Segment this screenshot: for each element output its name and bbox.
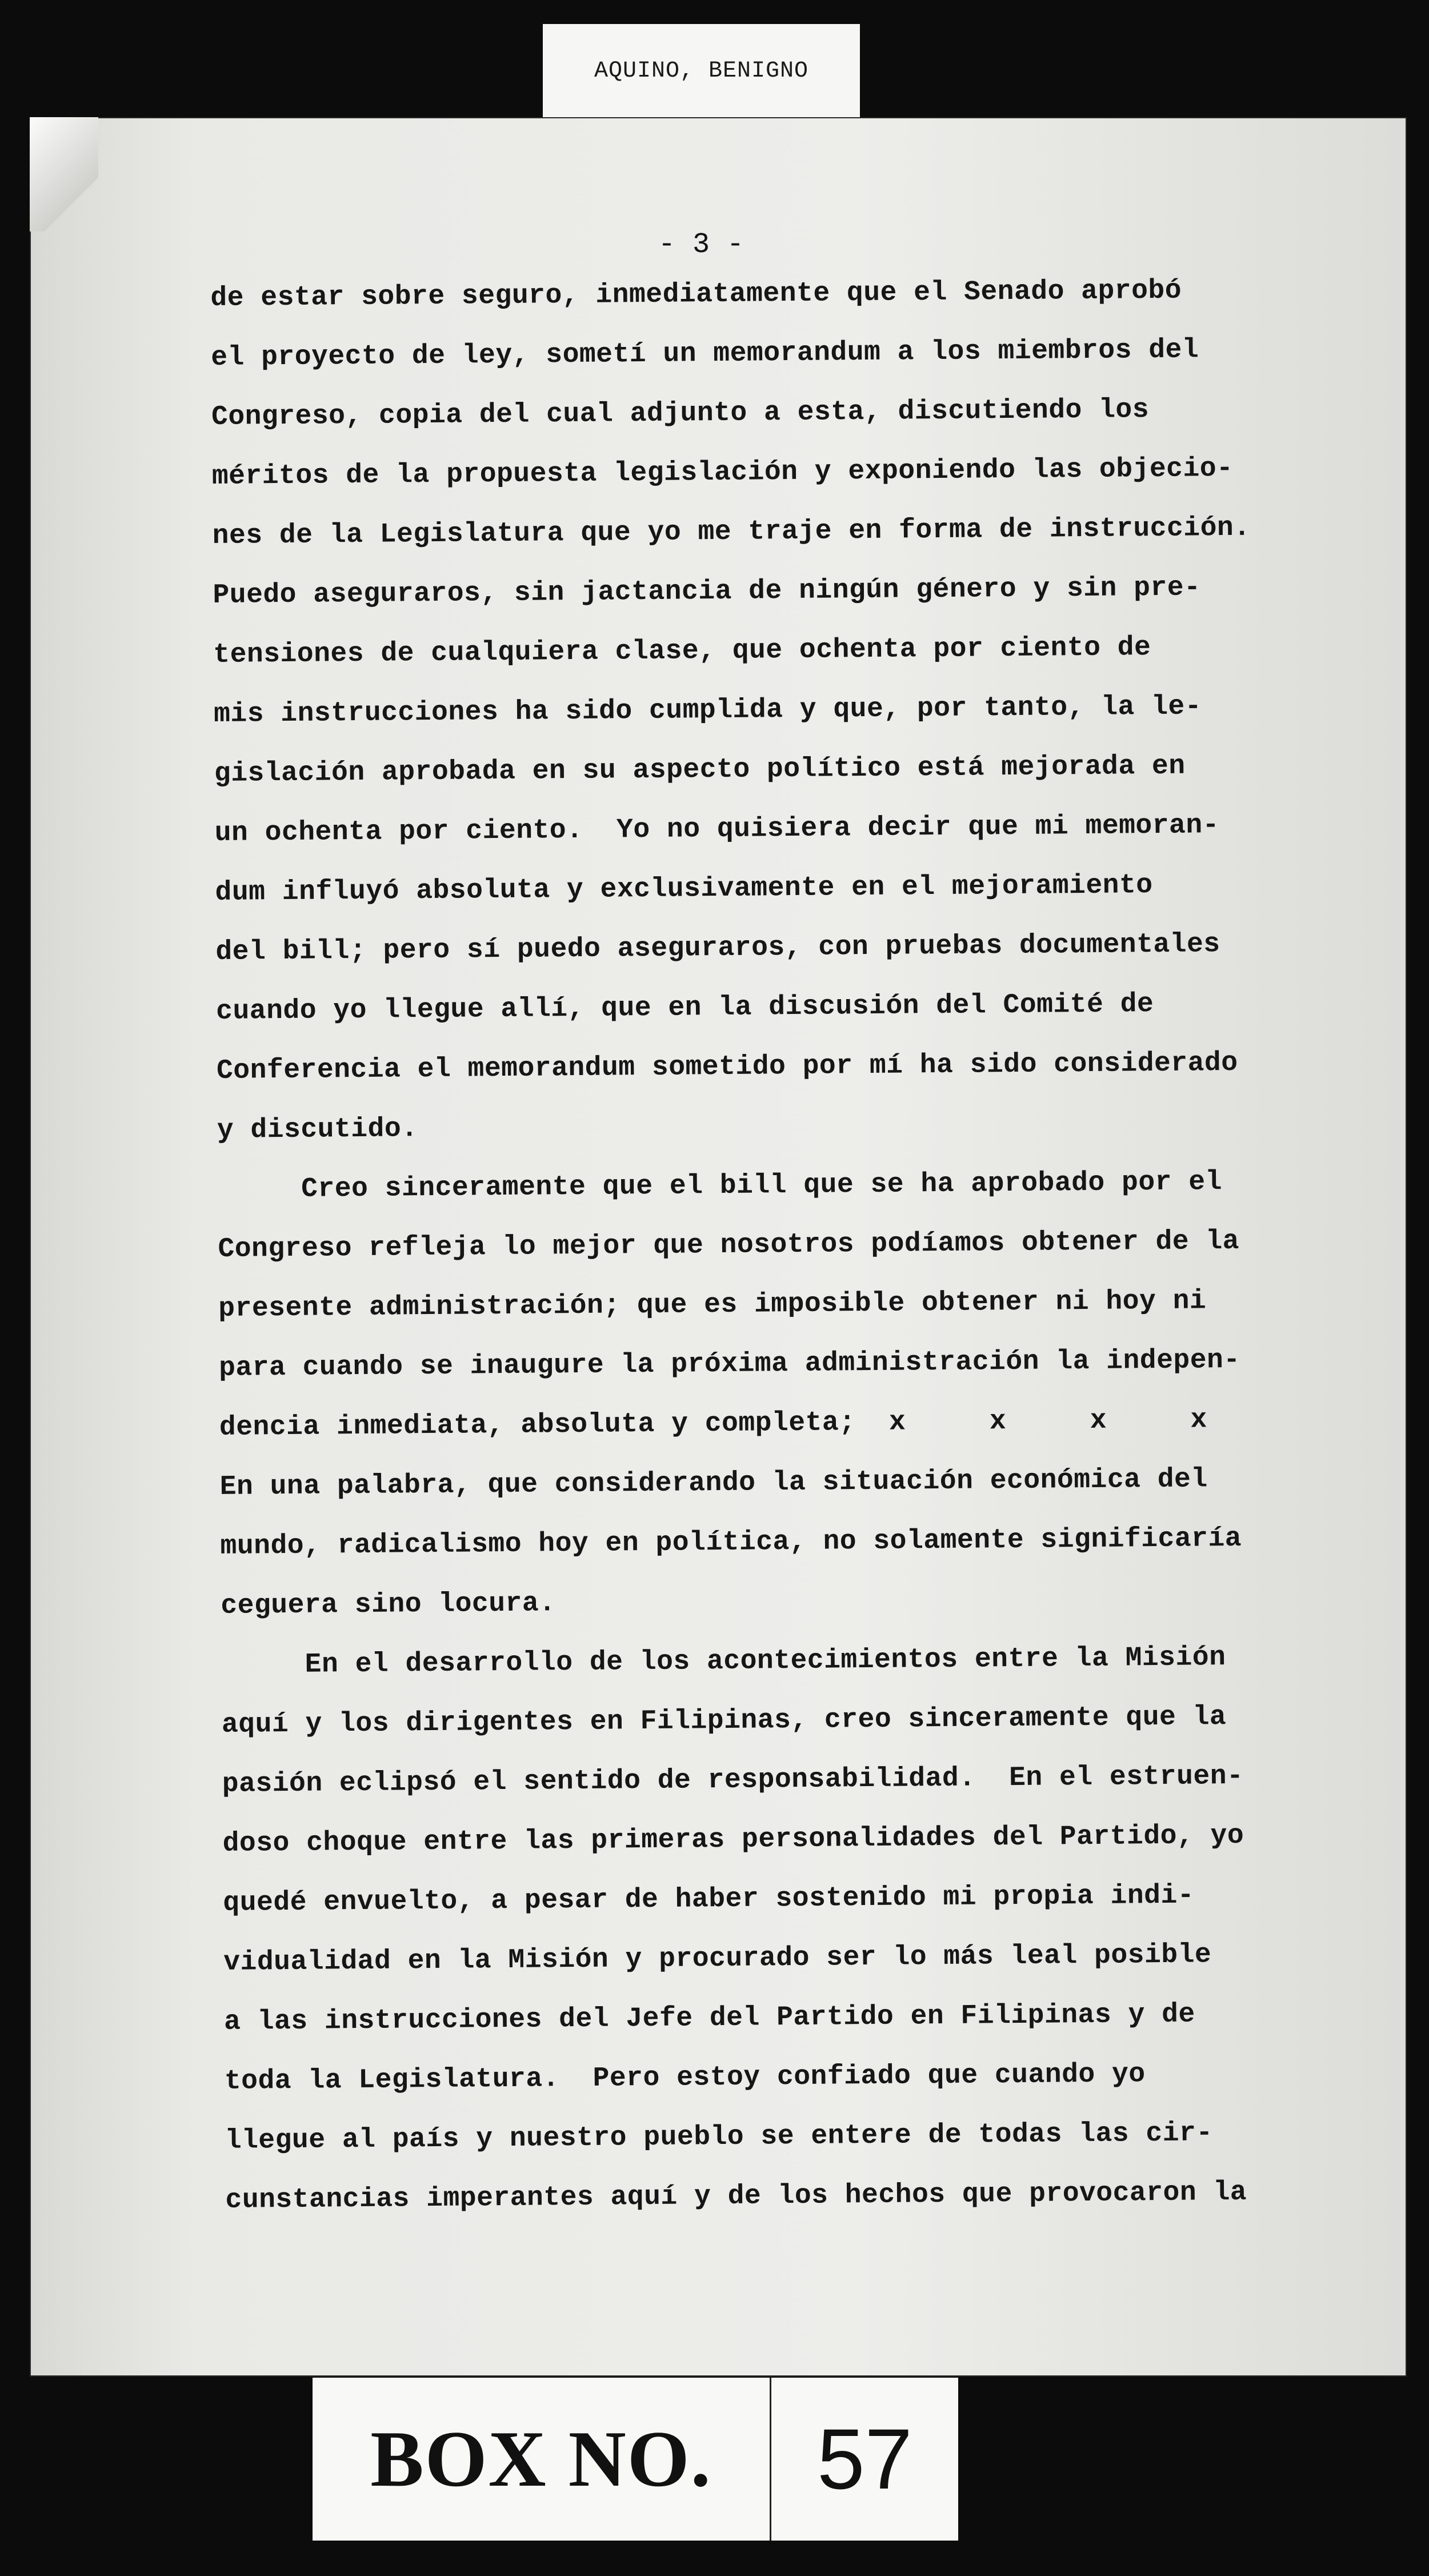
text-line: Creo sinceramente que el bill que se ha aprobado por el	[217, 1167, 1223, 1205]
text-line: a las instrucciones del Jefe del Partido en Filipinas y de	[223, 1999, 1195, 2038]
text-line: gislación aprobada en su aspecto político está mejorada en	[214, 750, 1186, 789]
text-line: doso choque entre las primeras personalidades del Partido, yo	[222, 1820, 1244, 1859]
text-line: un ochenta por ciento. Yo no quisiera decir que mi memoran-	[214, 810, 1220, 849]
text-line: del bill; pero sí puedo aseguraros, con pruebas documentales	[215, 929, 1220, 968]
text-line: y discutido.	[217, 1113, 418, 1146]
box-number: 57	[817, 2411, 912, 2507]
box-label	[313, 2378, 958, 2541]
text-line: vidualidad en la Misión y procurado ser lo más leal posible	[223, 1939, 1212, 1978]
text-line: cunstancias imperantes aquí y de los hechos que provocaron la	[225, 2176, 1247, 2216]
text-line: En el desarrollo de los acontecimientos entre la Misión	[221, 1642, 1226, 1681]
text-line: el proyecto de ley, sometí un memorandum a los miembros del	[211, 334, 1199, 373]
page-number: - 3 -	[658, 229, 744, 261]
text-line: Congreso refleja lo mejor que nosotros podíamos obtener de la	[218, 1225, 1240, 1265]
box-label-text: BOX NO.	[370, 2415, 712, 2503]
text-line: nes de la Legislatura que yo me traje en forma de instrucción.	[212, 512, 1251, 552]
text-line: pasión eclipsó el sentido de responsabilidad. En el estruen-	[222, 1760, 1244, 1800]
document-page	[30, 117, 1407, 2377]
text-line: aquí y los dirigentes en Filipinas, creo sinceramente que la	[221, 1702, 1227, 1740]
text-line: En una palabra, que considerando la situación económica del	[219, 1464, 1208, 1503]
text-line: mis instrucciones ha sido cumplida y que, por tanto, la le-	[213, 691, 1202, 730]
text-line: Puedo aseguraros, sin jactancia de ningún género y sin pre-	[213, 572, 1201, 611]
text-line: para cuando se inaugure la próxima administración la indepen-	[218, 1344, 1240, 1384]
text-line: presente administración; que es imposible obtener ni hoy ni	[218, 1285, 1207, 1324]
text-line: méritos de la propuesta legislación y exponiendo las objecio-	[211, 453, 1234, 492]
text-line: dencia inmediata, absoluta y completa; x x x x	[219, 1404, 1208, 1443]
text-line: Congreso, copia del cual adjunto a esta, discutiendo los	[211, 394, 1150, 433]
text-line: dum influyó absoluta y exclusivamente en el mejoramiento	[215, 870, 1153, 908]
text-line: tensiones de cualquiera clase, que ochenta por ciento de	[213, 632, 1151, 670]
text-line: llegue al país y nuestro pueblo se entere de todas las cir-	[225, 2118, 1213, 2156]
body-text	[210, 259, 1386, 2230]
text-line: Conferencia el memorandum sometido por mí ha sido considerado	[216, 1047, 1238, 1087]
folder-label: AQUINO, BENIGNO	[543, 24, 860, 118]
text-line: quedé envuelto, a pesar de haber sostenido mi propia indi-	[223, 1880, 1195, 1919]
text-line: de estar sobre seguro, inmediatamente que el Senado aprobó	[210, 275, 1182, 314]
text-line: cuando yo llegue allí, que en la discusión del Comité de	[215, 989, 1154, 1027]
text-line: mundo, radicalismo hoy en política, no solamente significaría	[220, 1523, 1242, 1562]
text-line: toda la Legislatura. Pero estoy confiado que cuando yo	[224, 2059, 1146, 2097]
text-line: ceguera sino locura.	[221, 1588, 556, 1622]
